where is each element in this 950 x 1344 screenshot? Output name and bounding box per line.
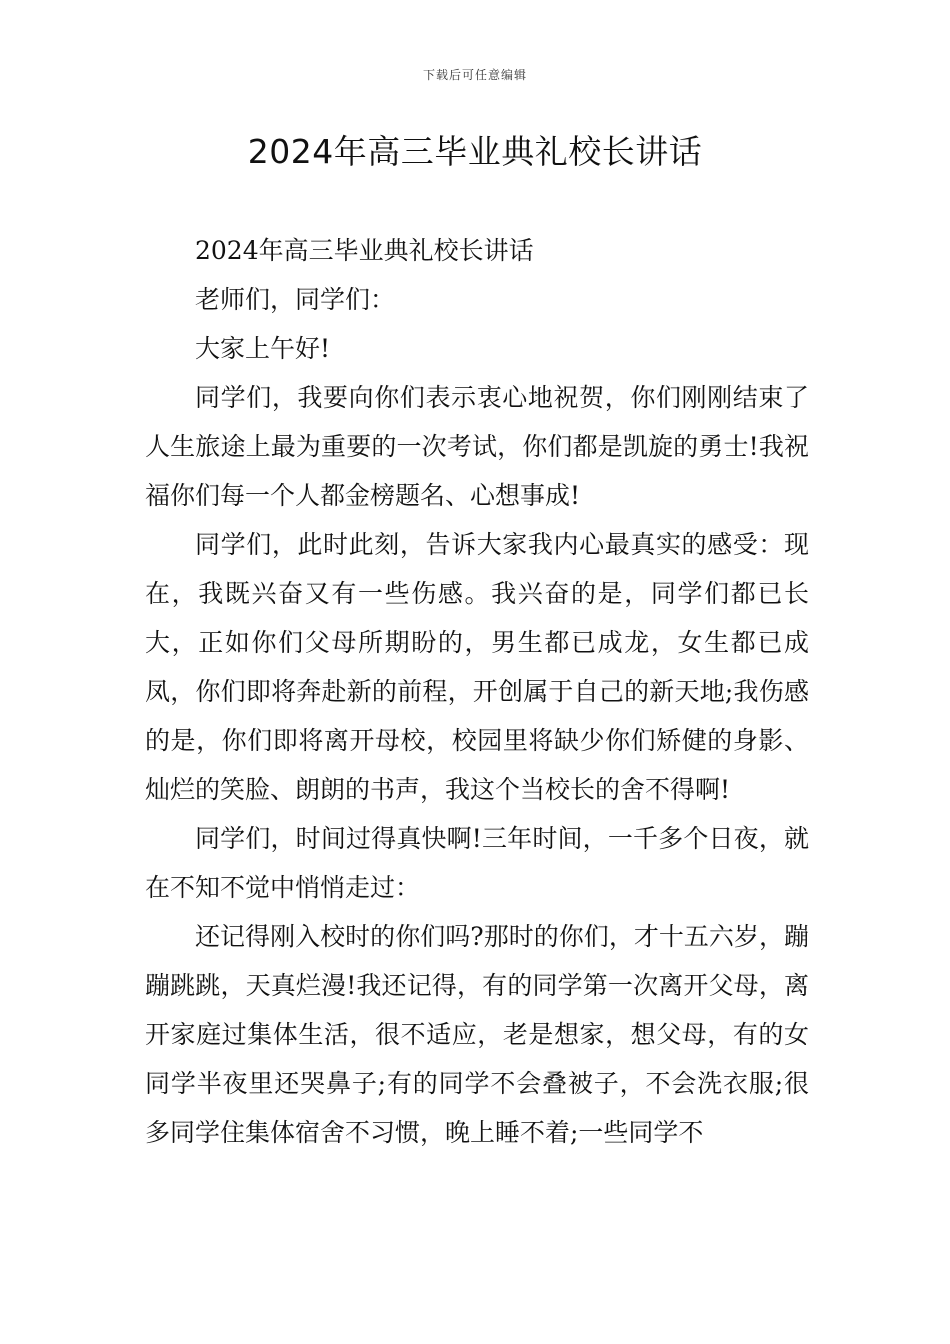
paragraph: 同学们，时间过得真快啊!三年时间，一千多个日夜，就在不知不觉中悄悄走过： bbox=[145, 824, 809, 902]
paragraph: 同学们，此时此刻，告诉大家我内心最真实的感受：现在，我既兴奋又有一些伤感。我兴奋的是，同学们都已长大，正如你们父母所期盼的，男生都已成龙，女生都已成凤，你们即将奔赴新的前程，开创属于自己的新天地;我伤感的是，你们即将离开母校，校园里将缺少你们矫健的身影、灿烂的笑脸、朗朗的书声，我这个当校长的舍不得啊! bbox=[145, 530, 809, 804]
paragraph: 还记得刚入校时的你们吗?那时的你们，才十五六岁，蹦蹦跳跳，天真烂漫!我还记得，有的同学第一次离开父母，离开家庭过集体生活，很不适应，老是想家，想父母，有的女同学半夜里还哭鼻子;有的同学不会叠被子，不会洗衣服;很多同学住集体宿舍不习惯，晚上睡不着;一些同学不 bbox=[145, 922, 809, 1147]
paragraph-subtitle: 2024年高三毕业典礼校长讲话 bbox=[195, 236, 534, 265]
paragraph-greeting: 大家上午好! bbox=[195, 334, 331, 363]
document-body bbox=[145, 226, 809, 1157]
document-title: 2024年高三毕业典礼校长讲话 bbox=[247, 132, 703, 171]
paragraph-salutation: 老师们，同学们： bbox=[195, 285, 396, 314]
header-note: 下载后可任意编辑 bbox=[422, 68, 527, 82]
paragraph: 同学们，我要向你们表示衷心地祝贺，你们刚刚结束了人生旅途上最为重要的一次考试，你们都是凯旋的勇士!我祝福你们每一个人都金榜题名、心想事成! bbox=[145, 383, 809, 510]
